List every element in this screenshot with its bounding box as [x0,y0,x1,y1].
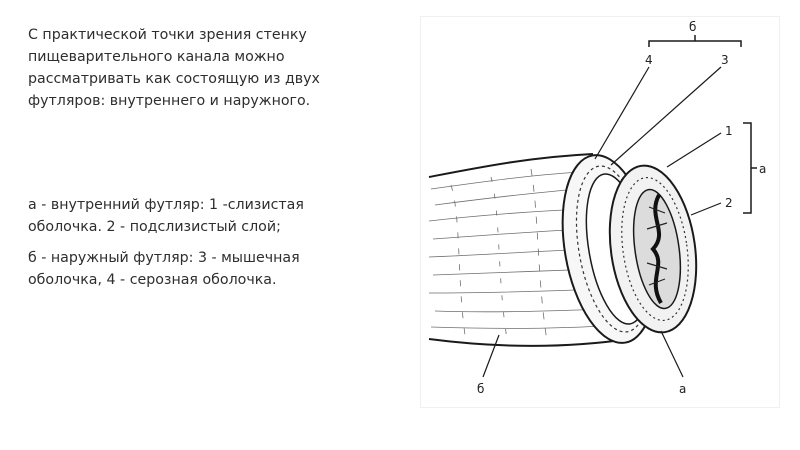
intro-paragraph: С практической точки зрения стенку пищеварительного канала можно рассматривать как состоящую из двух футляров: внутреннего и наружного. [28,27,320,109]
label-1: 1 [725,124,733,138]
label-2: 2 [725,196,733,210]
text-column [28,24,368,291]
label-4: 4 [645,53,653,67]
legend-inner-sheath: а - внутренний футляр: 1 -слизистая оболочка. 2 - подслизистый слой; [28,197,304,235]
legend-outer-sheath: б - наружный футляр: 3 - мышечная оболочка, 4 - серозная оболочка. [28,250,300,288]
tube-illustration [421,17,781,409]
label-b-bottom: б [477,382,485,396]
inner-bracket [743,123,766,213]
label-3: 3 [721,53,729,67]
outer-bracket [649,20,741,47]
label-b-top: б [689,20,697,34]
label-a-bottom: а [679,382,687,396]
digestive-tube-figure [420,16,780,408]
label-a-right: а [759,162,767,176]
